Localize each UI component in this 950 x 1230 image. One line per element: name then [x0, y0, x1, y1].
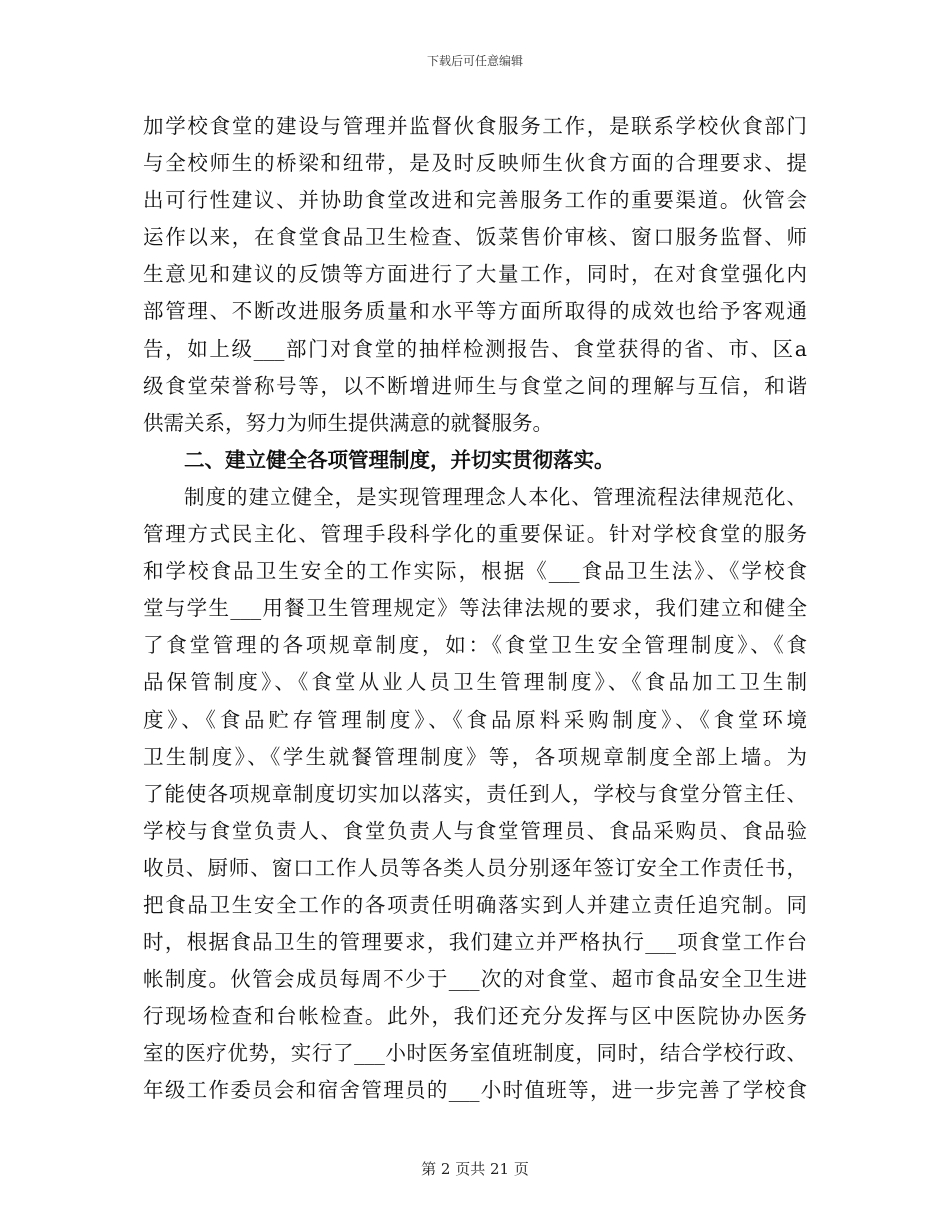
text-line: 时，根据食品卫生的管理要求，我们建立并严格执行___项食堂工作台 [143, 930, 807, 955]
text-line: 帐制度。伙管会成员每周不少于___次的对食堂、超市食品安全卫生进 [143, 967, 807, 992]
text-line: 卫生制度》、《学生就餐管理制度》等，各项规章制度全部上墙。为 [143, 744, 807, 769]
text-line: 制度的建立健全，是实现管理理念人本化、管理流程法律规范化、 [184, 484, 807, 509]
text-line: 告，如上级___部门对食堂的抽样检测报告、食堂获得的省、市、区a [143, 336, 807, 361]
text-line: 运作以来，在食堂食品卫生检查、饭菜售价审核、窗口服务监督、师 [143, 225, 807, 250]
page-footer: 第 2 页共 21 页 [421, 1160, 529, 1178]
text-line: 品保管制度》、《食堂从业人员卫生管理制度》、《食品加工卫生制 [143, 670, 807, 695]
text-line: 级食堂荣誉称号等，以不断增进师生与食堂之间的理解与互信，和谐 [143, 373, 807, 398]
text-line: 生意见和建议的反馈等方面进行了大量工作，同时，在对食堂强化内 [143, 262, 807, 287]
text-line: 把食品卫生安全工作的各项责任明确落实到人并建立责任追究制。同 [143, 892, 807, 917]
text-line: 行现场检查和台帐检查。此外，我们还充分发挥与区中医院协办医务 [143, 1004, 807, 1029]
text-line: 年级工作委员会和宿舍管理员的___小时值班等，进一步完善了学校食 [143, 1078, 807, 1103]
text-line: 了食堂管理的各项规章制度，如：《食堂卫生安全管理制度》、《食 [143, 633, 807, 658]
text-line: 部管理、不断改进服务质量和水平等方面所取得的成效也给予客观通 [143, 299, 807, 324]
text-line: 了能使各项规章制度切实加以落实，责任到人，学校与食堂分管主任、 [143, 781, 807, 806]
text-line: 供需关系，努力为师生提供满意的就餐服务。 [143, 410, 553, 435]
text-line: 加学校食堂的建设与管理并监督伙食服务工作，是联系学校伙食部门 [143, 114, 807, 138]
text-line: 管理方式民主化、管理手段科学化的重要保证。针对学校食堂的服务 [143, 522, 807, 547]
text-line: 度》、《食品贮存管理制度》、《食品原料采购制度》、《食堂环境 [143, 707, 807, 732]
text-line: 室的医疗优势，实行了___小时医务室值班制度，同时，结合学校行政、 [143, 1041, 807, 1066]
document-body [143, 108, 807, 1110]
text-line: 出可行性建议、并协助食堂改进和完善服务工作的重要渠道。伙管会 [143, 188, 807, 213]
page-header: 下载后可任意编辑 [426, 54, 523, 68]
text-line: 收员、厨师、窗口工作人员等各类人员分别逐年签订安全工作责任书， [143, 855, 807, 880]
text-line: 学校与食堂负责人、食堂负责人与食堂管理员、食品采购员、食品验 [143, 818, 807, 843]
text-line: 和学校食品卫生安全的工作实际，根据《___食品卫生法》、《学校食 [143, 559, 807, 584]
section-heading: 二、建立健全各项管理制度，并切实贯彻落实。 [184, 447, 615, 472]
text-line: 堂与学生___用餐卫生管理规定》等法律法规的要求，我们建立和健全 [143, 596, 807, 621]
text-line: 与全校师生的桥梁和纽带，是及时反映师生伙食方面的合理要求、提 [143, 151, 807, 176]
